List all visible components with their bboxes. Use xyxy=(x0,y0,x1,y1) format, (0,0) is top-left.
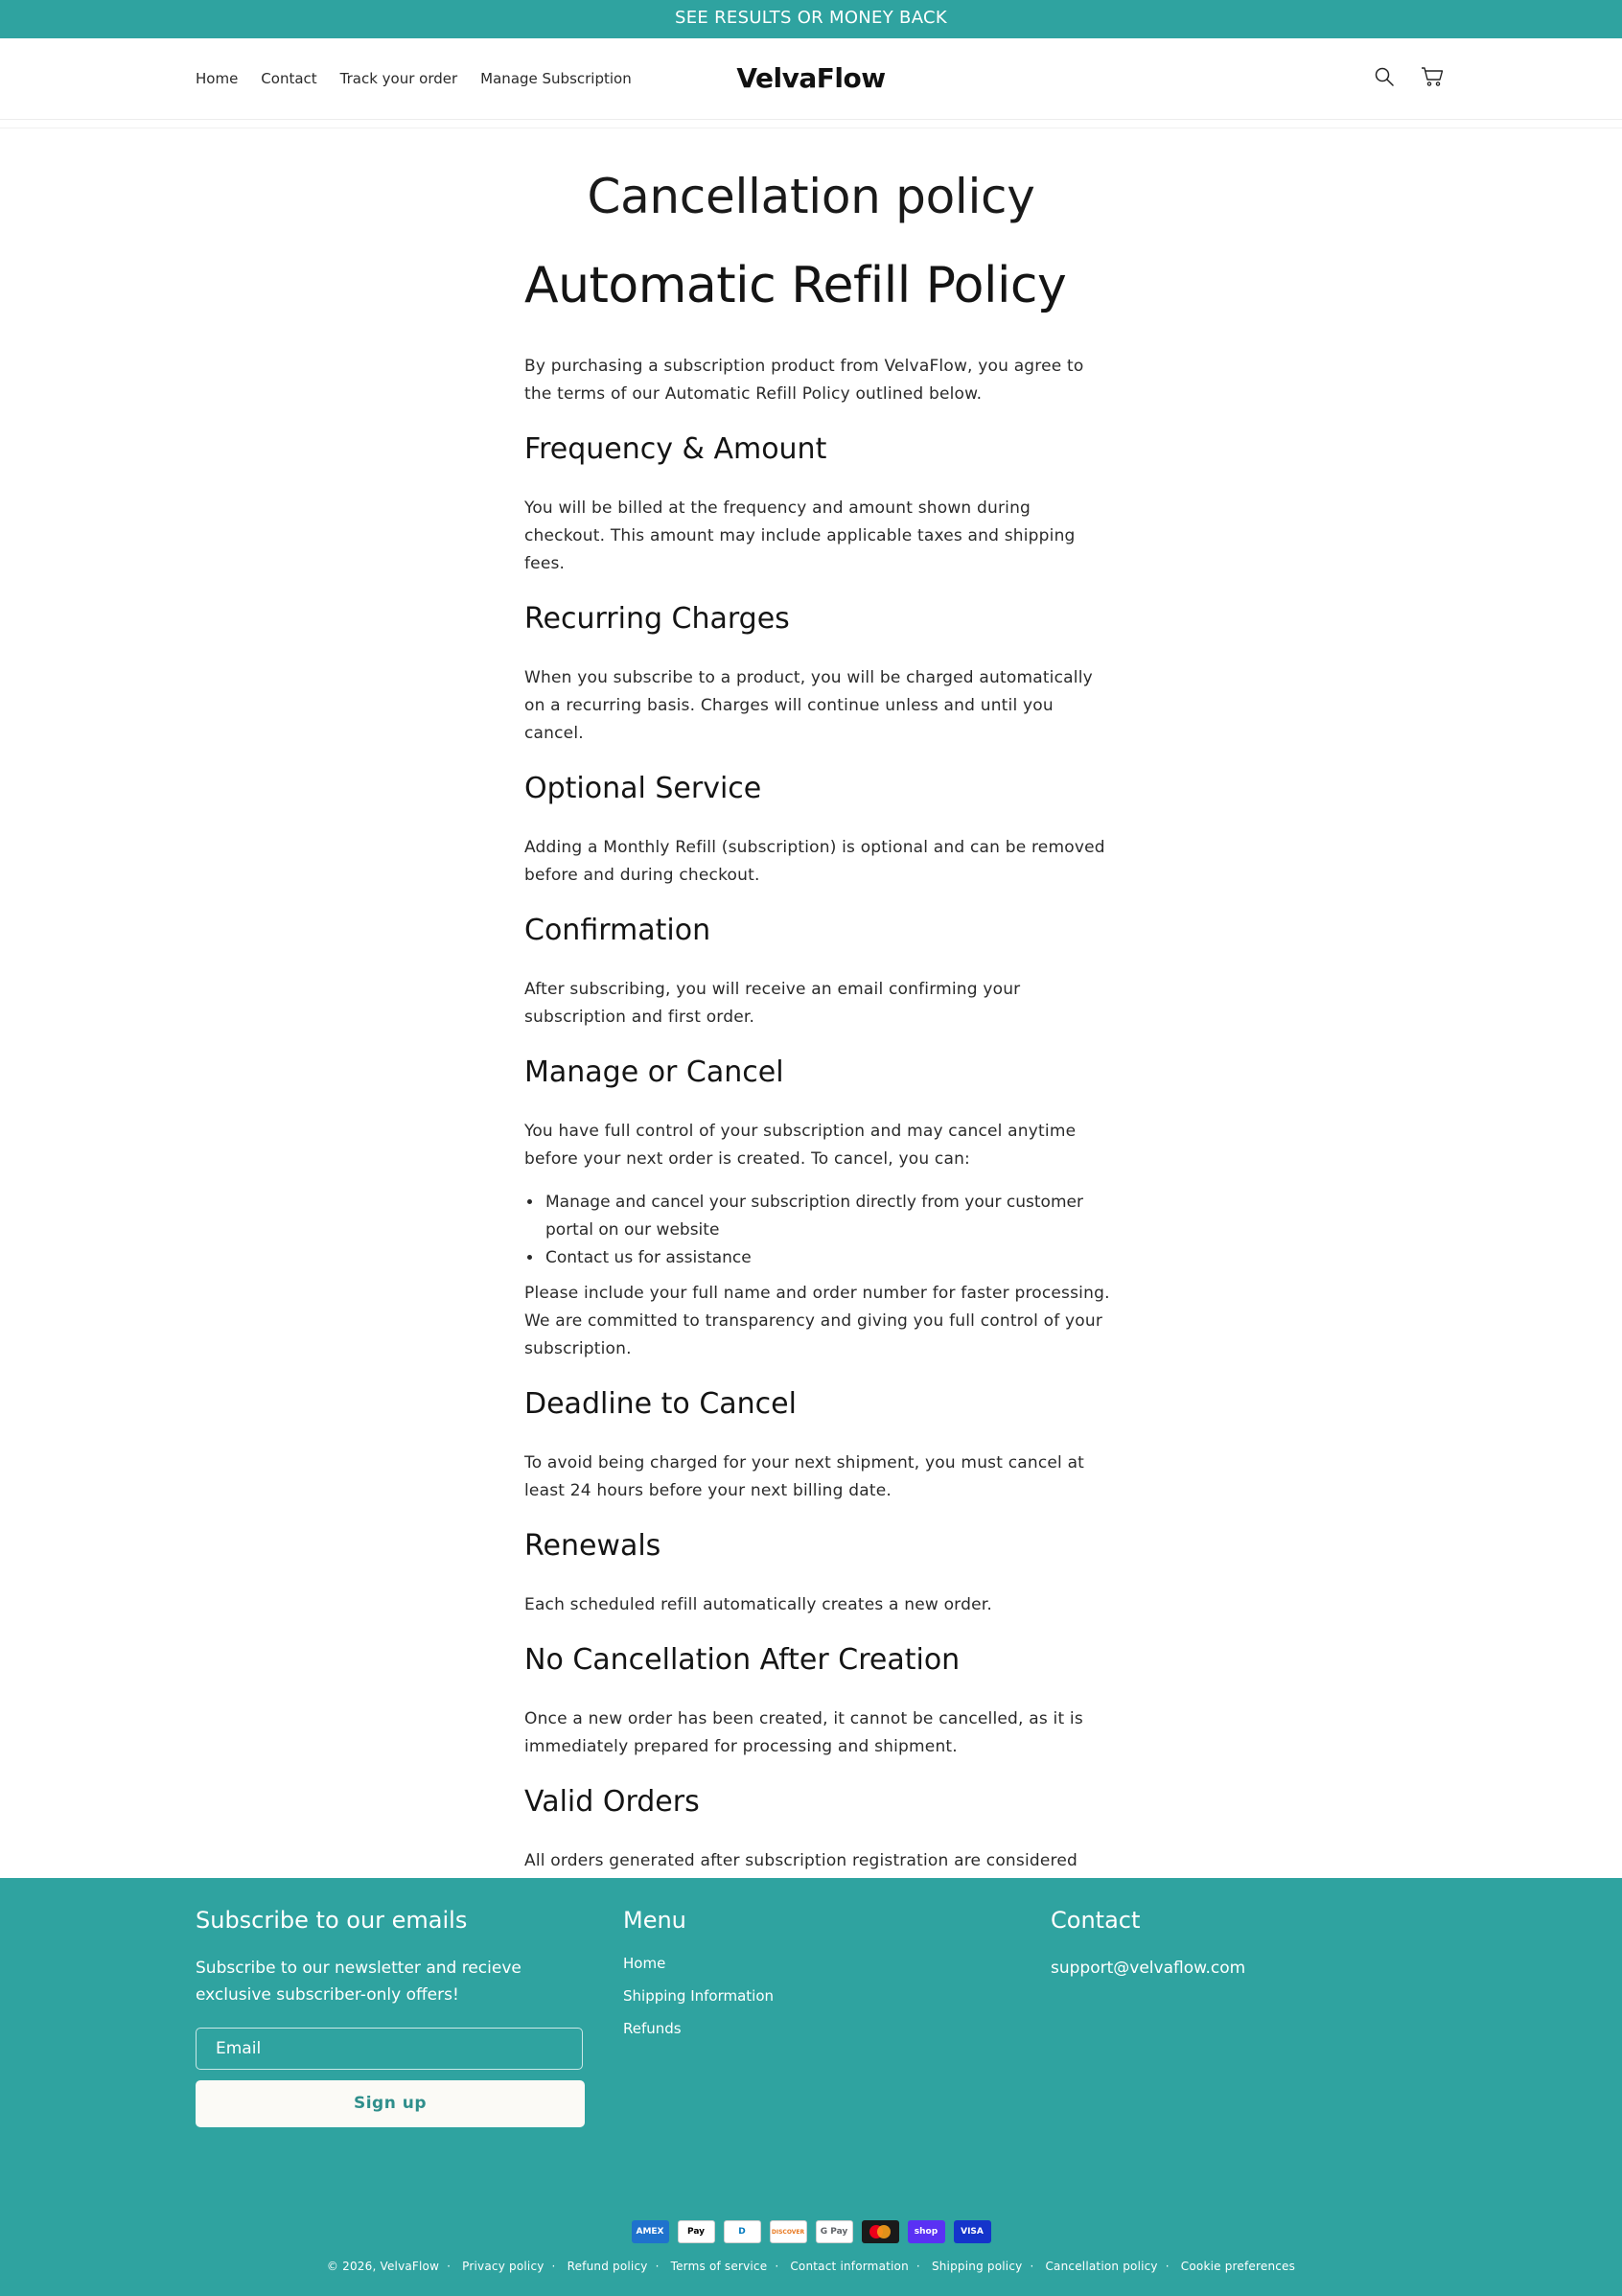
legal-link-shipping[interactable]: Shipping policy xyxy=(931,2260,1023,2273)
payment-label: D xyxy=(738,2227,746,2237)
legal-link-cookies[interactable]: Cookie preferences xyxy=(1180,2260,1296,2273)
search-icon[interactable] xyxy=(1371,61,1398,92)
google-pay-icon xyxy=(816,2220,853,2243)
contact-title: Contact xyxy=(1051,1907,1141,1934)
payment-label: AMEX xyxy=(636,2227,664,2237)
payment-label: Pay xyxy=(686,2227,706,2237)
nav-link-home[interactable]: Home xyxy=(196,70,239,87)
legal-link-contact[interactable]: Contact information xyxy=(790,2260,909,2273)
email-input[interactable]: Email xyxy=(196,2028,583,2070)
footer-contact xyxy=(1051,1907,1434,1982)
footer-link-home[interactable]: Home xyxy=(623,1955,666,1972)
section-body: You have full control of your subscription and may cancel anytime before your next order is created. To cancel, you can: xyxy=(524,1122,1077,1169)
announcement-bar xyxy=(0,0,1622,38)
nav-link-contact[interactable]: Contact xyxy=(261,70,317,87)
section-body: Each scheduled refill automatically creates a new order. xyxy=(524,1595,992,1614)
section-title: Confirmation xyxy=(524,914,711,947)
section-title: Recurring Charges xyxy=(524,602,790,636)
footer-menu xyxy=(623,1907,911,2052)
legal-link-terms[interactable]: Terms of service xyxy=(670,2260,768,2273)
policy-content xyxy=(524,255,1113,1926)
discover-icon xyxy=(770,2220,807,2243)
payment-label: DISCOVER xyxy=(771,2228,805,2236)
contact-email[interactable]: support@velvaflow.com xyxy=(1051,1959,1246,1978)
apple-pay-icon xyxy=(678,2220,715,2243)
subscribe-text: Subscribe to our newsletter and recieve exclusive subscriber-only offers! xyxy=(196,1959,521,2005)
section-body: To avoid being charged for your next shipment, you must cancel at least 24 hours before your next billing date. xyxy=(524,1453,1085,1500)
section-body: When you subscribe to a product, you will be charged automatically on a recurring basis. Charges will continue unless and until you cancel. xyxy=(524,668,1093,743)
footer-link-shipping[interactable]: Shipping Information xyxy=(623,1987,775,2005)
nav-link-track-order[interactable]: Track your order xyxy=(339,70,458,87)
section-title: Valid Orders xyxy=(524,1785,700,1819)
cart-icon[interactable] xyxy=(1419,61,1446,92)
legal-link-cancellation[interactable]: Cancellation policy xyxy=(1045,2260,1158,2273)
amex-icon xyxy=(632,2220,669,2243)
mastercard-icon xyxy=(862,2220,899,2243)
policy-intro: By purchasing a subscription product from VelvaFlow, you agree to the terms of our Automatic Refill Policy outlined below. xyxy=(524,357,1084,404)
footer-subscribe xyxy=(196,1907,598,2127)
nav-link-manage-subscription[interactable]: Manage Subscription xyxy=(480,70,632,87)
section-body: After subscribing, you will receive an email confirming your subscription and first order. xyxy=(524,980,1021,1027)
list-item: • Contact us for assistance xyxy=(544,1244,1113,1272)
section-body: All orders generated after subscription registration are considered xyxy=(524,1851,1077,1870)
page-title: Cancellation policy xyxy=(587,169,1035,224)
site-footer xyxy=(0,1878,1622,2296)
payment-label: shop xyxy=(914,2227,938,2237)
copyright: © 2026, VelvaFlow xyxy=(326,2260,440,2273)
cancel-options-list xyxy=(524,1189,1113,1272)
payment-label: VISA xyxy=(961,2227,984,2237)
footer-link-refunds[interactable]: Refunds xyxy=(623,2020,682,2037)
policy-heading: Automatic Refill Policy xyxy=(524,257,1067,314)
subscribe-title: Subscribe to our emails xyxy=(196,1907,468,1934)
section-title: Frequency & Amount xyxy=(524,432,827,466)
diners-club-icon xyxy=(724,2220,761,2243)
site-logo[interactable]: VelvaFlow xyxy=(736,62,886,94)
payment-label: G Pay xyxy=(820,2227,848,2237)
section-body: Please include your full name and order number for faster processing. We are committed to transparency and giving you full control of your subscription. xyxy=(524,1284,1110,1358)
main-nav xyxy=(196,38,655,119)
announcement-text: SEE RESULTS OR MONEY BACK xyxy=(675,8,947,28)
section-title: Renewals xyxy=(524,1529,661,1563)
legal-links: © 2026, VelvaFlow · Privacy policy · Refund policy · Terms of service · Contact information · Shipping policy · Cancellation policy · Cookie preferences xyxy=(326,2260,1296,2273)
signup-button[interactable]: Sign up xyxy=(196,2080,585,2127)
section-title: Manage or Cancel xyxy=(524,1055,784,1089)
section-title: Optional Service xyxy=(524,772,762,805)
section-body: Once a new order has been created, it cannot be cancelled, as it is immediately prepared for processing and shipment. xyxy=(524,1709,1083,1756)
shop-pay-icon xyxy=(908,2220,945,2243)
section-title: Deadline to Cancel xyxy=(524,1387,797,1421)
list-item: • Manage and cancel your subscription directly from your customer portal on our website xyxy=(544,1189,1113,1244)
payment-icons xyxy=(0,2220,1622,2243)
menu-title: Menu xyxy=(623,1907,686,1934)
header-icons xyxy=(1371,61,1446,92)
section-body: Adding a Monthly Refill (subscription) is optional and can be removed before and during checkout. xyxy=(524,838,1105,885)
section-body: You will be billed at the frequency and amount shown during checkout. This amount may include applicable taxes and shipping fees. xyxy=(524,499,1076,573)
visa-icon xyxy=(954,2220,991,2243)
section-title: No Cancellation After Creation xyxy=(524,1643,961,1677)
site-header xyxy=(0,38,1622,120)
legal-link-privacy[interactable]: Privacy policy xyxy=(462,2260,545,2273)
legal-link-refund[interactable]: Refund policy xyxy=(567,2260,648,2273)
